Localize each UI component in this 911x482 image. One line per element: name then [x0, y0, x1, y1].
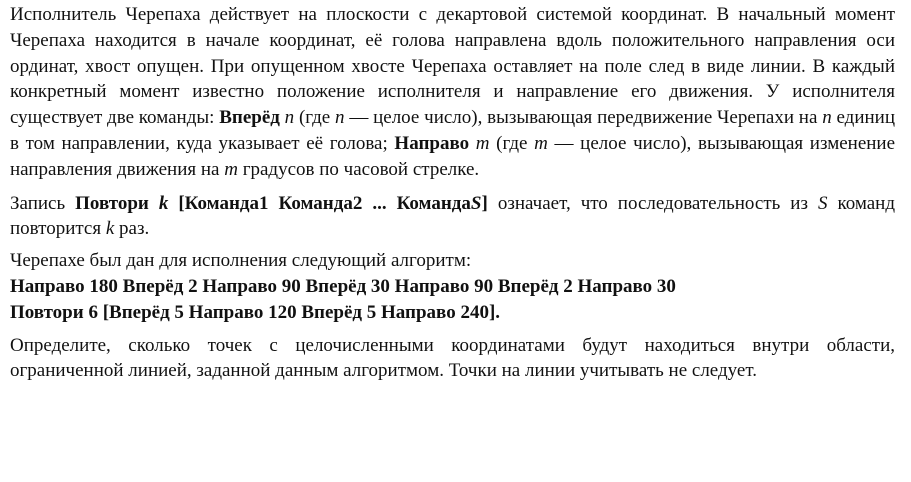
repeat-text-3: команд повторится [10, 192, 896, 240]
repeat-text-2: означает, что последовательность из [487, 192, 818, 214]
var-k: k [158, 192, 169, 214]
repeat-paragraph [10, 191, 895, 243]
question-paragraph: Определите, сколько точек с целочисленными координатами будут находиться внутри области, ограниченной линией, заданной данным алгоритмом. Точки на линии учитывать не следует. [10, 334, 895, 382]
intro-text: Исполнитель Черепаха действует на плоскости с декартовой системой координат. В начальный момент Черепаха находится в начале координат, её голова направлена вдоль положительного направления оси ординат, хвост опущен. При опущенном хвосте Черепаха оставляет на поле след в виде линии. В каждый конкретный момент известно положение исполнителя и направление его движения. У исполнителя существует две команды: [10, 4, 895, 129]
var-k: k [105, 218, 115, 240]
algorithm-line-1: Направо 180 Вперёд 2 Направо 90 Вперёд 30 Направо 90 Вперёд 2 Направо 30 [10, 275, 676, 297]
intro-text-3: — целое число), вызывающая передвижение Черепахи на [344, 107, 823, 129]
repeat-bracket-end: ] [481, 192, 488, 214]
var-s: S [470, 192, 482, 214]
intro-text-2: (где [294, 107, 336, 129]
var-m: m [475, 132, 490, 154]
repeat-text: Запись [10, 192, 76, 214]
task-page [10, 2, 895, 384]
var-s: S [817, 192, 828, 214]
algorithm-intro: Черепахе был дан для исполнения следующий алгоритм: [10, 250, 472, 272]
command-repeat: Повтори [75, 192, 149, 214]
repeat-bracket: [Команда1 Команда2 ... Команда [178, 192, 471, 214]
intro-text-5: (где [489, 132, 535, 154]
repeat-text-4: раз. [114, 218, 150, 240]
intro-text-7: градусов по часовой стрелке. [237, 158, 480, 180]
var-n: n [822, 107, 832, 129]
var-m: m [534, 132, 548, 154]
algorithm-line-2: Повтори 6 [Вперёд 5 Направо 120 Вперёд 5 Направо 240]. [10, 301, 501, 323]
var-n: n [335, 107, 345, 129]
var-m: m [224, 158, 238, 180]
algorithm-block [10, 274, 895, 326]
var-n: n [284, 107, 295, 129]
command-right: Направо [394, 132, 470, 154]
command-forward: Вперёд [219, 107, 280, 129]
intro-paragraph [10, 2, 895, 183]
intro-text-4: единиц в том направлении, куда указывает её голова; [10, 107, 896, 154]
intro-text-6: — целое число), вызывающая изменение направления движения на [10, 132, 896, 180]
